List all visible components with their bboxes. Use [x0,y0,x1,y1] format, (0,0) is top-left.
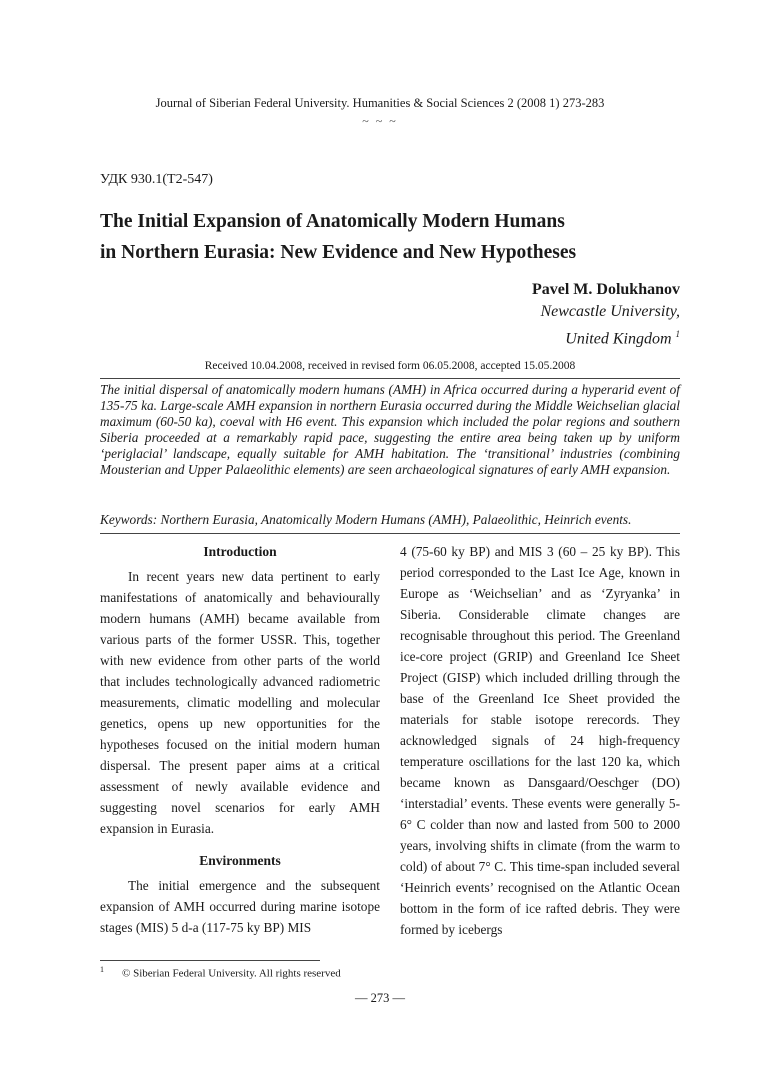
header-ornament: ~ ~ ~ [362,114,398,128]
abstract-bottom-rule [100,533,680,534]
section-heading-environments: Environments [199,853,281,868]
footnote-mark: 1 [100,965,104,974]
footnote [100,965,341,980]
introduction-paragraph: In recent years new data pertinent to early manifestations of anatomically and behaviourally modern humans (AMH) became available from various parts of the former USSR. This, together with new evidence from other parts of the world that includes technologically advanced radiometric measurements, climatic modelling and molecular genetics, opens up new opportunities for the hypotheses focused on the initial modern human dispersal. The present paper aims at a critical assessment of newly available evidence and suggesting novel scenarios for early AMH expansion in Eurasia. [100,569,380,836]
received-dates: Received 10.04.2008, received in revised form 06.05.2008, accepted 15.05.2008 [204,360,576,372]
author-block [532,279,680,350]
title-line-1: The Initial Expansion of Anatomically Modern Humans [100,211,565,232]
right-column-paragraph: 4 (75-60 ky BP) and MIS 3 (60 – 25 ky BP). This period corresponded to the Last Ice Age, known in Europe as ‘Weichselian’ and as ‘Zyryanka’ in Siberia. Considerable climate changes are recognisable throughout this period. The Greenland ice-core project (GRIP) and Greenland Ice Sheet Project (GISP) which included drilling through the base of the Greenland Ice Sheet provided the materials for stable isotope rerecords. They acknowledged signals of 24 high-frequency temperature oscillations for the last 120 ka, which became known as Dansgaard/Oeschger (DO) ‘interstadial’ events. These events were generally 5-6° C colder than now and lasted from 500 to 2000 years, involving shifts in climate (from the warm to cold) of about 7° C. This time-span included several ‘Heinrich events’ recognised on the Atlantic Ocean bottom in the form of ice rafted debris. They were formed by icebergs [400,544,680,937]
left-column [100,541,380,938]
affiliation-country: United Kingdom [565,330,672,348]
footnote-text: © Siberian Federal University. All rights reserved [122,967,341,980]
abstract-top-rule [100,378,680,379]
environments-paragraph: The initial emergence and the subsequent expansion of AMH occurred during marine isotope stages (MIS) 5 d-a (117-75 ky BP) MIS [100,878,380,935]
author-affiliation-line-2 [532,323,680,350]
affiliation-footnote-mark: 1 [675,329,680,339]
paper-title [100,206,660,268]
udk-code: УДК 930.1(Т2-547) [100,172,213,187]
page-number: — 273 — [355,991,405,1005]
author-name: Pavel M. Dolukhanov [531,281,680,298]
author-affiliation-line-1: Newcastle University, [540,303,680,320]
right-column [400,541,680,940]
abstract: The initial dispersal of anatomically modern humans (AMH) in Africa occurred during a hyperarid event of 135-75 ka. Large-scale AMH expansion in northern Eurasia occurred during the Middle Weichselian glacial maximum (60-50 ka), coeval with H6 event. This expansion which included the polar regions and southern Siberia proceeded at a remarkably rapid pace, suggesting the entire area being taken up by uniform ‘periglacial’ landscape, equally suitable for AMH habitation. The ‘transitional’ industries (combining Mousterian and Upper Palaeolithic elements) are seen archaeological signatures of early AMH expansion. [100,382,680,477]
keywords: Keywords: Northern Eurasia, Anatomically Modern Humans (AMH), Palaeolithic, Heinrich events. [100,512,632,527]
footnote-rule [100,960,320,961]
journal-header: Journal of Siberian Federal University. Humanities & Social Sciences 2 (2008 1) 273-283 [155,96,605,110]
section-heading-introduction: Introduction [203,544,277,559]
title-line-2: in Northern Eurasia: New Evidence and New Hypotheses [100,242,577,263]
